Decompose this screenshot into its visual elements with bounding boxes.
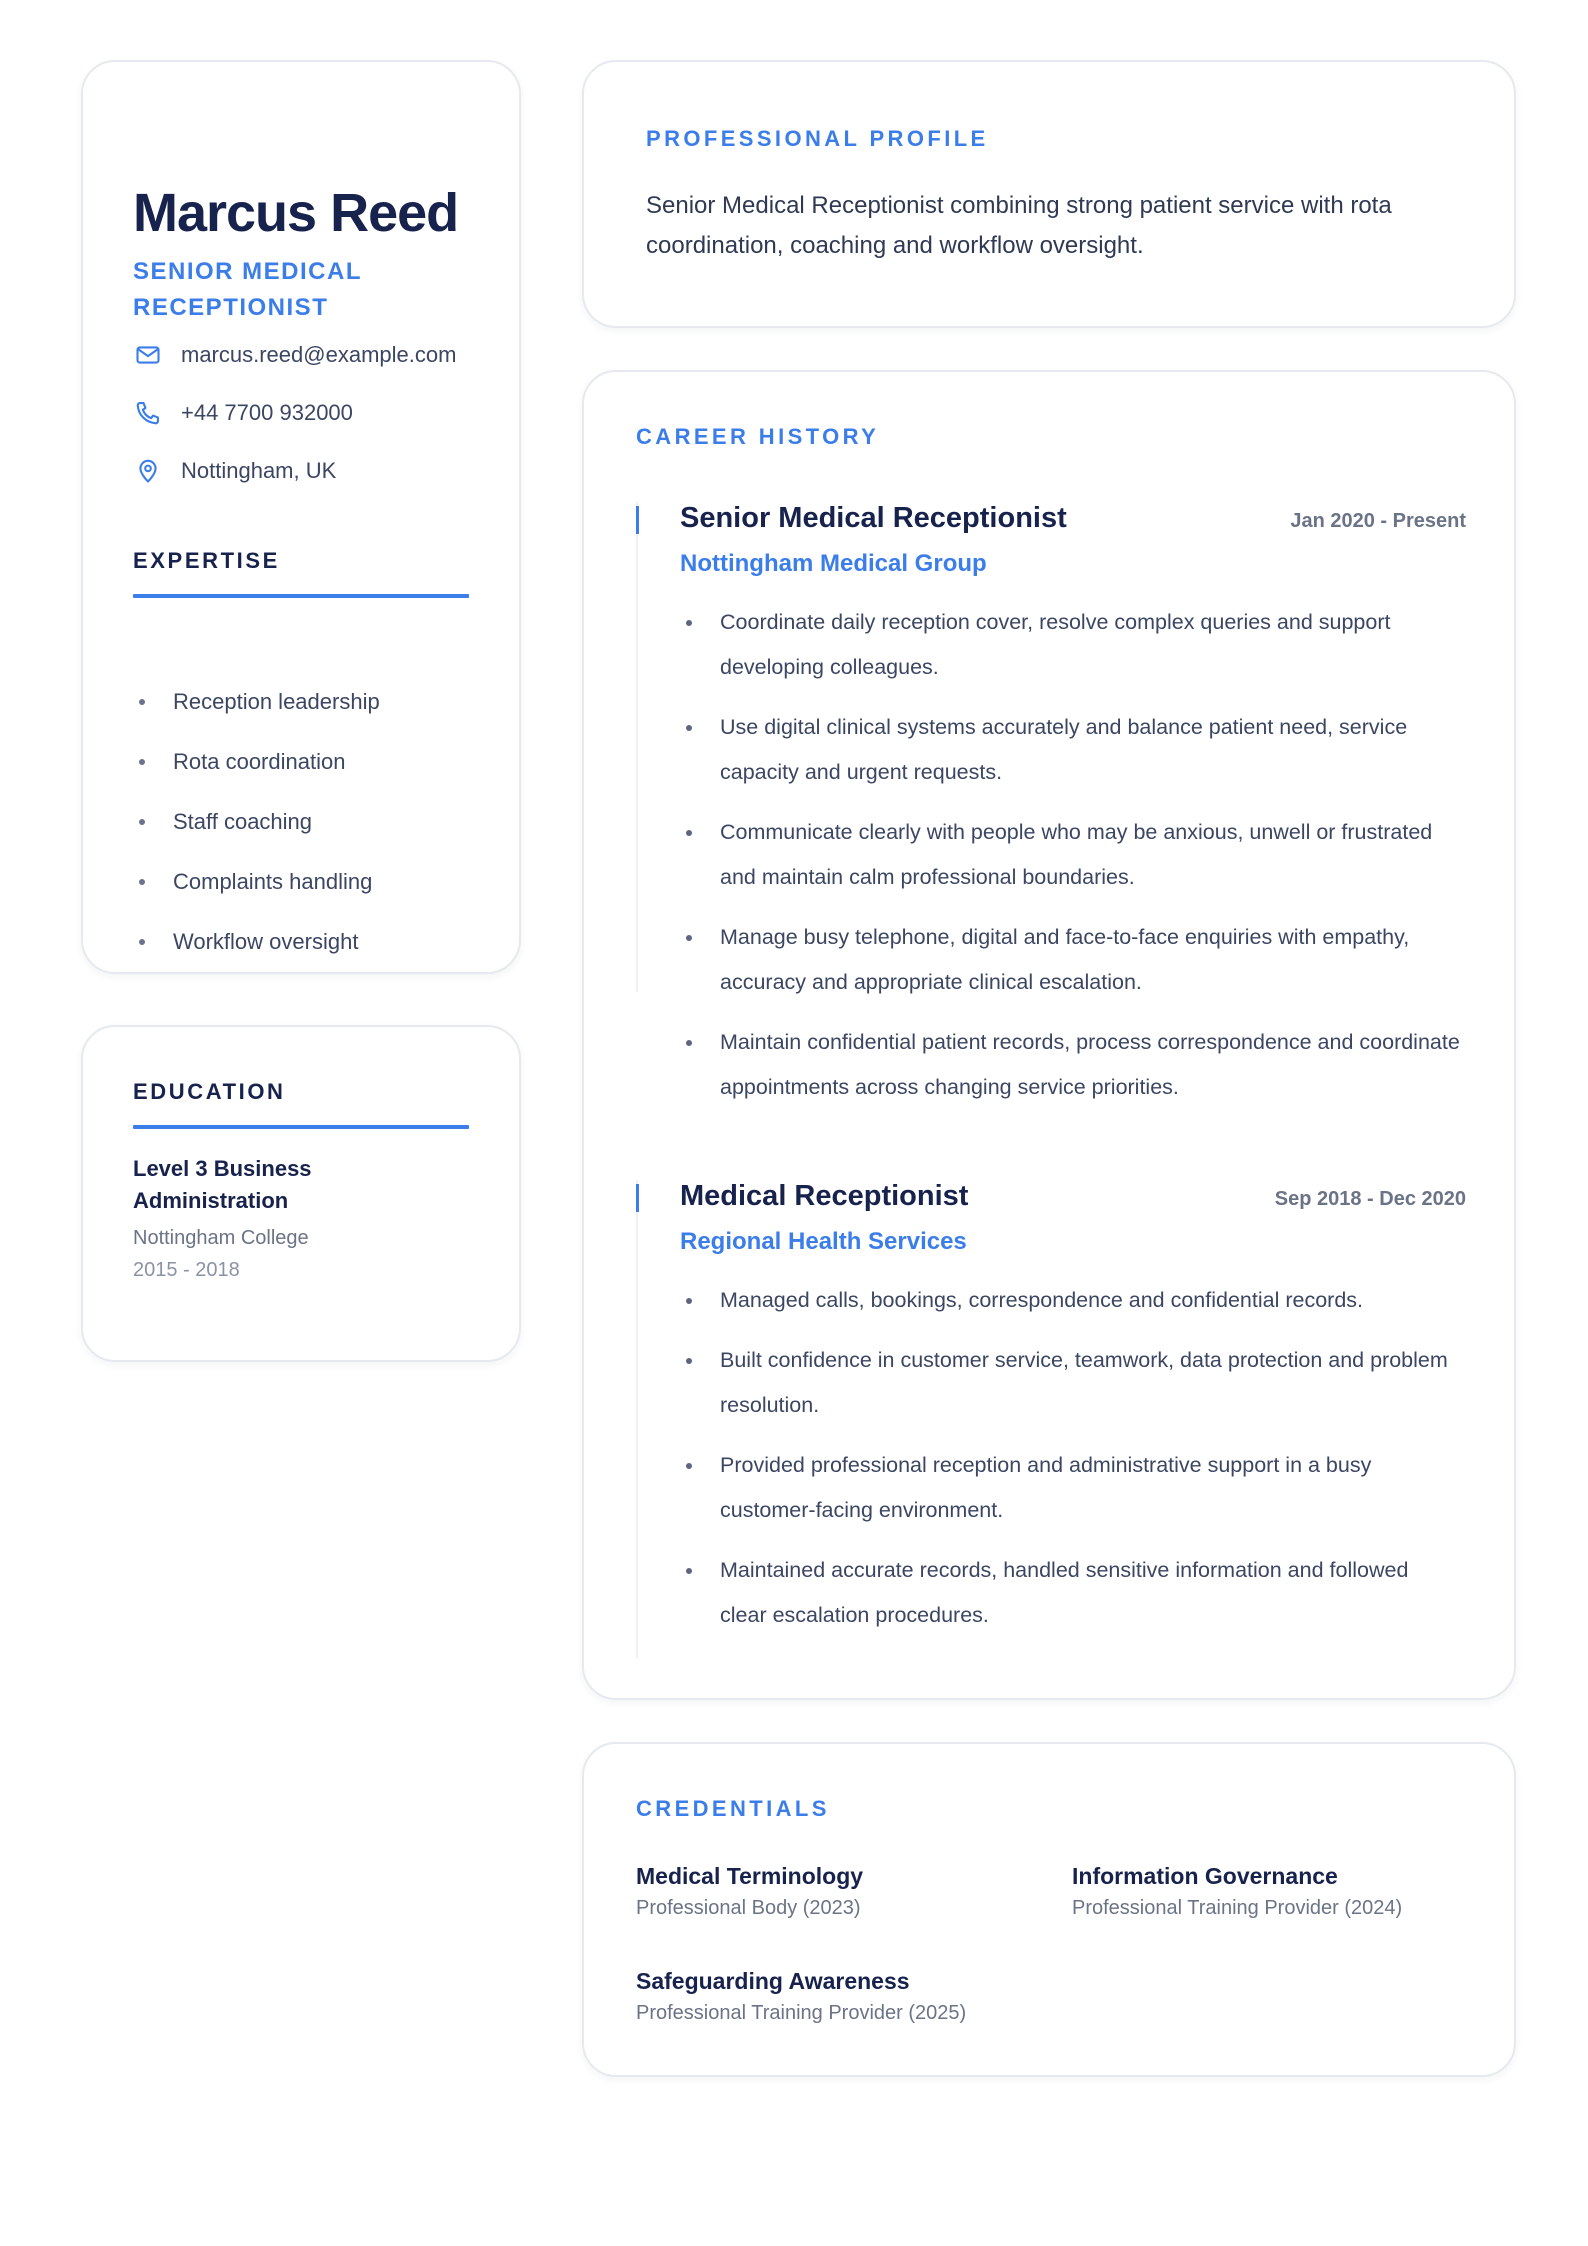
list-item: Reception leadership (133, 672, 473, 732)
list-item: Managed calls, bookings, correspondence and confidential records. (680, 1278, 1460, 1323)
location-pin-icon (133, 456, 163, 486)
expertise-list (133, 672, 473, 972)
credentials-heading: CREDENTIALS (636, 1796, 830, 1821)
profile-summary: Senior Medical Receptionist combining strong patient service with rota coordination, coaching and workflow oversight. (646, 192, 1392, 259)
list-item: Rota coordination (133, 732, 473, 792)
job-dates: Sep 2018 - Dec 2020 (1274, 1188, 1466, 1210)
credential-detail: Professional Training Provider (2024) (1072, 1897, 1403, 1919)
timeline-marker (636, 506, 639, 534)
bullet-icon (139, 819, 145, 825)
mail-icon (133, 340, 163, 370)
expertise-divider (133, 594, 469, 598)
contact-phone[interactable] (133, 384, 493, 442)
credential-title: Medical Terminology (636, 1863, 864, 1889)
credential-item (1072, 1860, 1472, 1924)
job-title: Medical Receptionist (680, 1180, 969, 1212)
job-company: Regional Health Services (680, 1228, 967, 1255)
education-heading: EDUCATION (133, 1079, 286, 1104)
credential-title: Safeguarding Awareness (636, 1968, 910, 1994)
list-item: Coordinate daily reception cover, resolve complex queries and support developing colleagues. (680, 600, 1460, 690)
credential-detail: Professional Training Provider (2025) (636, 2002, 967, 2024)
education-card (81, 1025, 521, 1362)
credential-title: Information Governance (1072, 1863, 1338, 1889)
job-entry (636, 1180, 1466, 1658)
contact-phone-text: +44 7700 932000 (181, 400, 353, 425)
credential-item (636, 1965, 1036, 2029)
education-divider (133, 1125, 469, 1129)
job-entry (636, 502, 1466, 1099)
job-bullets (680, 1278, 1460, 1653)
contact-email[interactable] (133, 326, 493, 384)
list-item: Staff coaching (133, 792, 473, 852)
bullet-icon (139, 879, 145, 885)
list-item: Provided professional reception and administrative support in a busy customer-facing environment. (680, 1443, 1460, 1533)
profile-heading: PROFESSIONAL PROFILE (646, 126, 989, 151)
identity-card (81, 60, 521, 974)
timeline-line (636, 1180, 638, 1658)
phone-icon (133, 398, 163, 428)
credentials-card (582, 1742, 1516, 2077)
candidate-name: Marcus Reed (133, 183, 459, 243)
list-item: Communicate clearly with people who may be anxious, unwell or frustrated and maintain calm professional boundaries. (680, 810, 1460, 900)
list-item: Built confidence in customer service, teamwork, data protection and problem resolution. (680, 1338, 1460, 1428)
expertise-heading: EXPERTISE (133, 548, 280, 573)
candidate-role: SENIOR MEDICAL RECEPTIONIST (133, 258, 362, 321)
education-years: 2015 - 2018 (133, 1259, 240, 1281)
job-title: Senior Medical Receptionist (680, 502, 1067, 534)
contact-email-text: marcus.reed@example.com (181, 342, 457, 367)
list-item: Manage busy telephone, digital and face-to-face enquiries with empathy, accuracy and appropriate clinical escalation. (680, 915, 1460, 1005)
bullet-icon (139, 759, 145, 765)
list-item: Maintained accurate records, handled sensitive information and followed clear escalation procedures. (680, 1548, 1460, 1638)
contact-list (133, 326, 493, 500)
contact-location-text: Nottingham, UK (181, 458, 337, 483)
list-item: Use digital clinical systems accurately and balance patient need, service capacity and urgent requests. (680, 705, 1460, 795)
job-company: Nottingham Medical Group (680, 550, 987, 577)
credential-detail: Professional Body (2023) (636, 1897, 861, 1919)
timeline-marker (636, 1184, 639, 1212)
contact-location (133, 442, 493, 500)
job-bullets (680, 600, 1460, 1125)
credential-item (636, 1860, 1036, 1924)
job-dates: Jan 2020 - Present (1290, 510, 1466, 532)
education-school: Nottingham College (133, 1227, 309, 1249)
education-qualification: Level 3 Business Administration (133, 1156, 312, 1213)
list-item: Workflow oversight (133, 912, 473, 972)
timeline-line (636, 502, 638, 992)
list-item: Complaints handling (133, 852, 473, 912)
list-item: Maintain confidential patient records, process correspondence and coordinate appointments across changing service priorities. (680, 1020, 1460, 1110)
career-heading: CAREER HISTORY (636, 424, 880, 449)
bullet-icon (139, 699, 145, 705)
profile-card (582, 60, 1516, 328)
career-card (582, 370, 1516, 1700)
bullet-icon (139, 939, 145, 945)
